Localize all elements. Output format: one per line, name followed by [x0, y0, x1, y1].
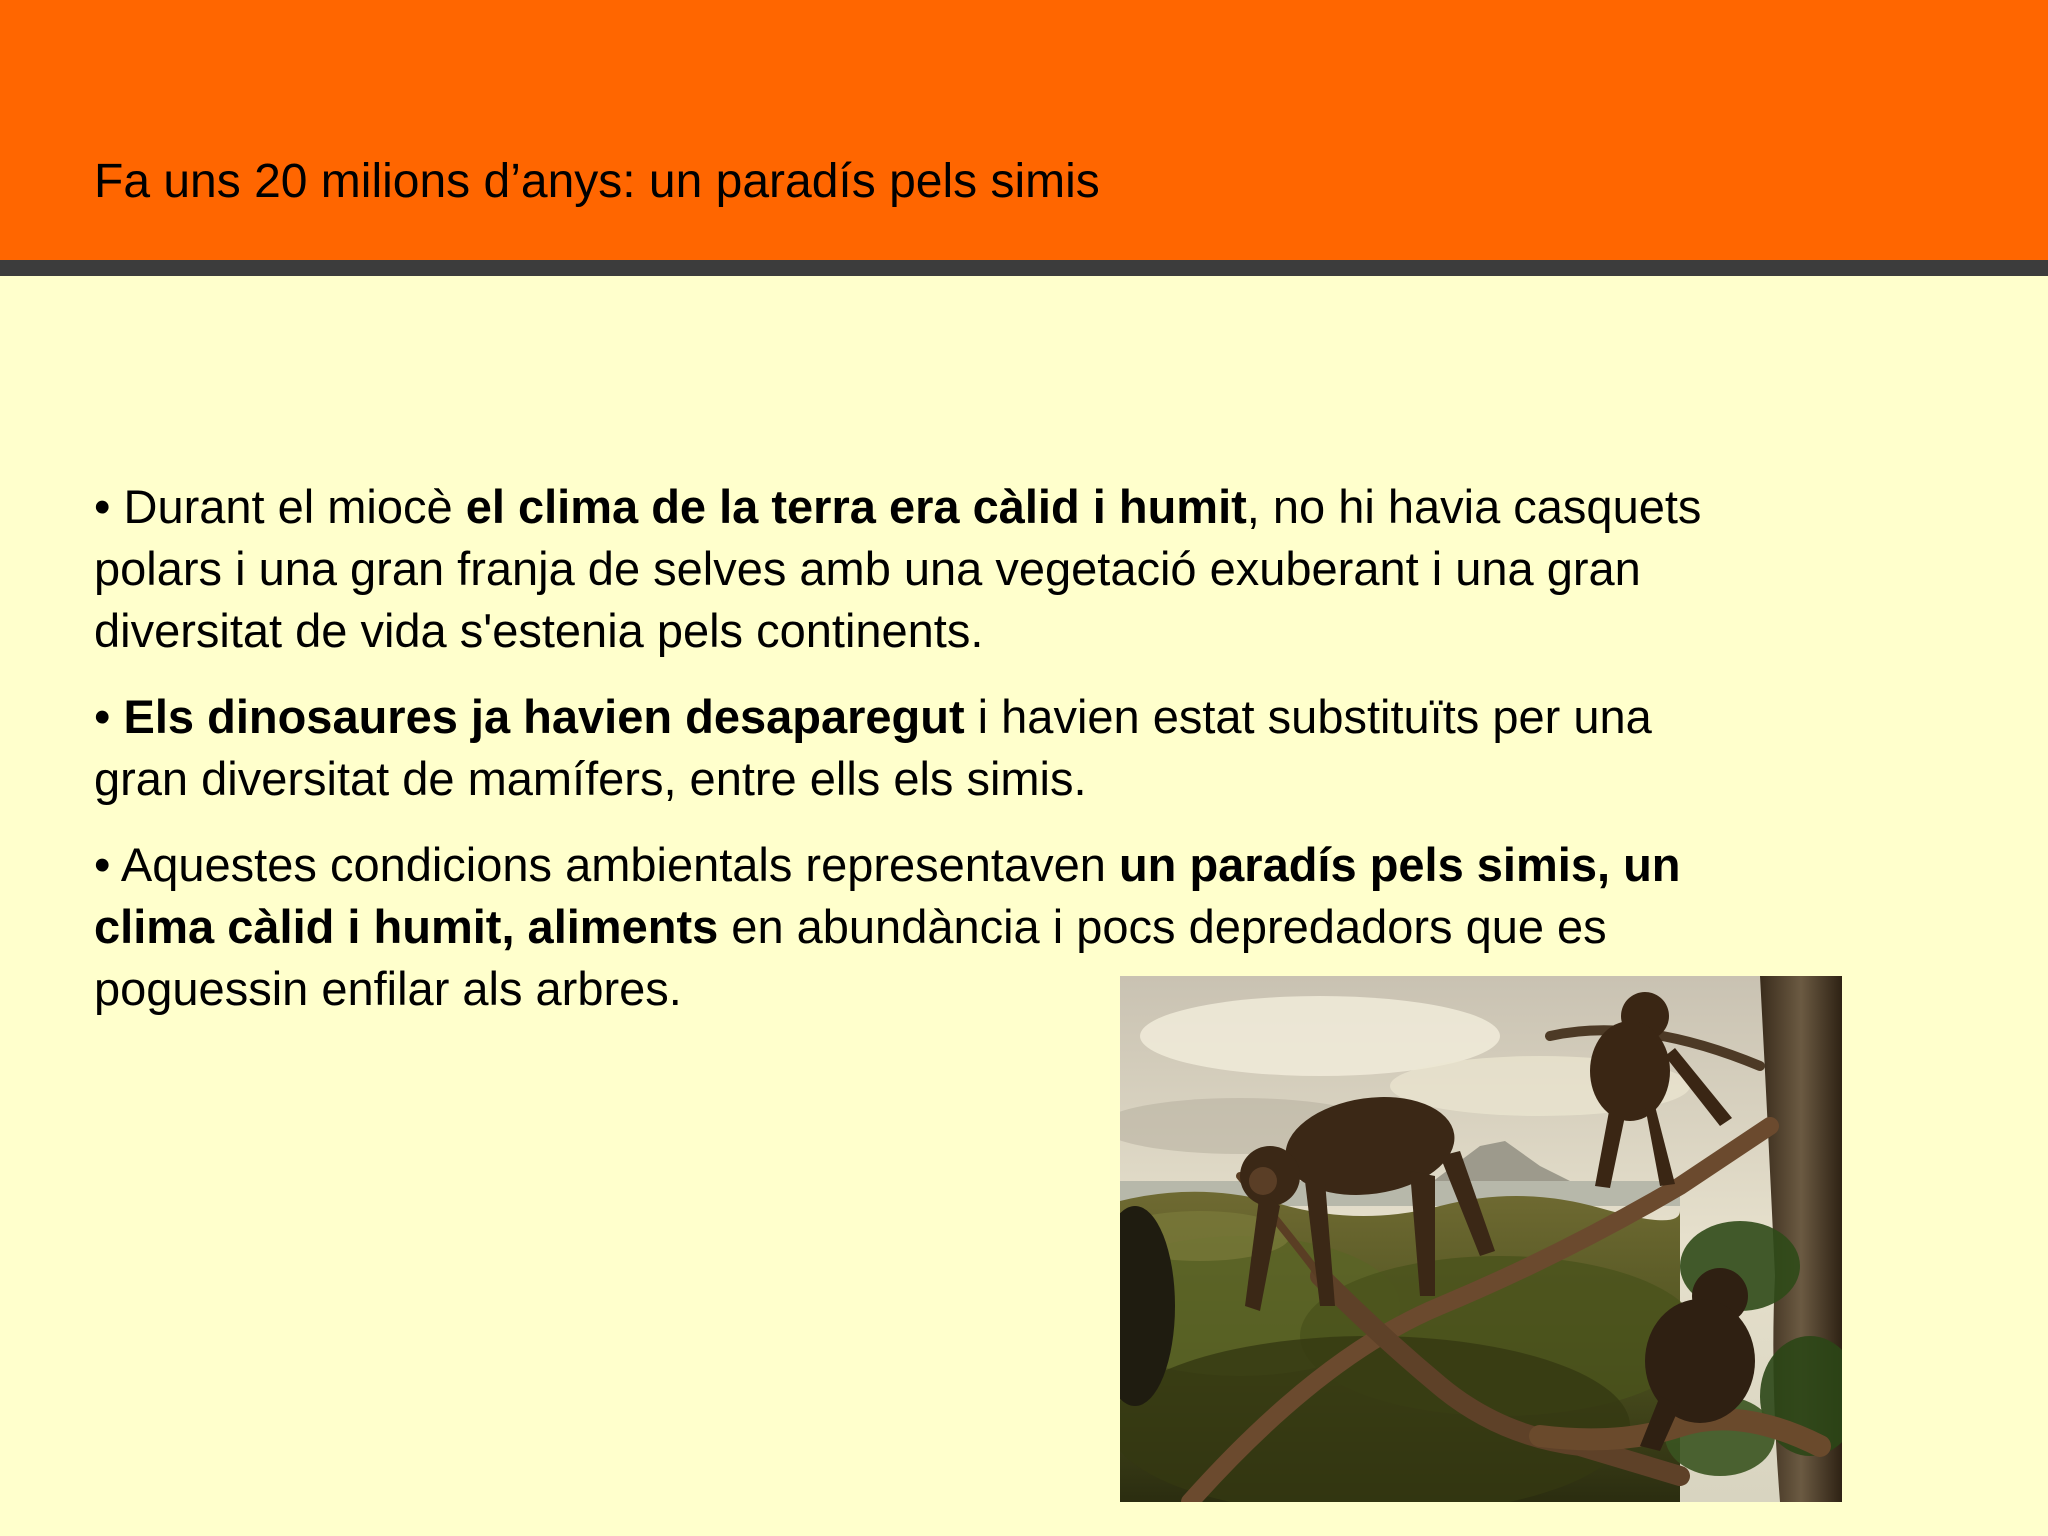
- bullet-text-bold: el clima de la terra era càlid i humit: [465, 480, 1247, 533]
- bullet-text: i havien estat substituïts per una: [964, 690, 1652, 743]
- bullet-text-bold: Els dinosaures ja havien desaparegut: [123, 690, 965, 743]
- bullet-text: en abundància i pocs depredadors que es: [718, 900, 1607, 953]
- bullet-text: • Aquestes condicions ambientals representaven: [94, 838, 1119, 891]
- bullet-text: •: [94, 690, 124, 743]
- bullet-text: poguessin enfilar als arbres.: [94, 962, 682, 1015]
- bullet-text-bold: un paradís pels simis, un: [1118, 838, 1681, 891]
- bullet-line: [94, 686, 1894, 748]
- bullet-line: [94, 896, 1894, 958]
- slide-title: Fa uns 20 milions d’anys: un paradís pels simis: [94, 155, 1100, 208]
- bullet-text: , no hi havia casquets: [1246, 480, 1702, 533]
- bullet-item: [94, 476, 1894, 662]
- header-divider: [0, 260, 2048, 276]
- bullet-line: [94, 476, 1894, 538]
- bullet-item: [94, 686, 1894, 810]
- primates-in-forest-illustration: [1120, 976, 1842, 1502]
- bullet-line: [94, 834, 1894, 896]
- bullet-line: [94, 538, 1894, 600]
- bullet-text-bold: clima càlid i humit, aliments: [94, 900, 719, 953]
- bullet-text: • Durant el miocè: [94, 480, 466, 533]
- bullet-line: [94, 600, 1894, 662]
- bullet-text: polars i una gran franja de selves amb una vegetació exuberant i una gran: [94, 542, 1641, 595]
- bullet-text: gran diversitat de mamífers, entre ells els simis.: [94, 752, 1087, 805]
- slide-content: [94, 476, 1894, 1044]
- bullet-text: diversitat de vida s'estenia pels continents.: [94, 604, 984, 657]
- bullet-line: [94, 748, 1894, 810]
- slide-header: [0, 0, 2048, 260]
